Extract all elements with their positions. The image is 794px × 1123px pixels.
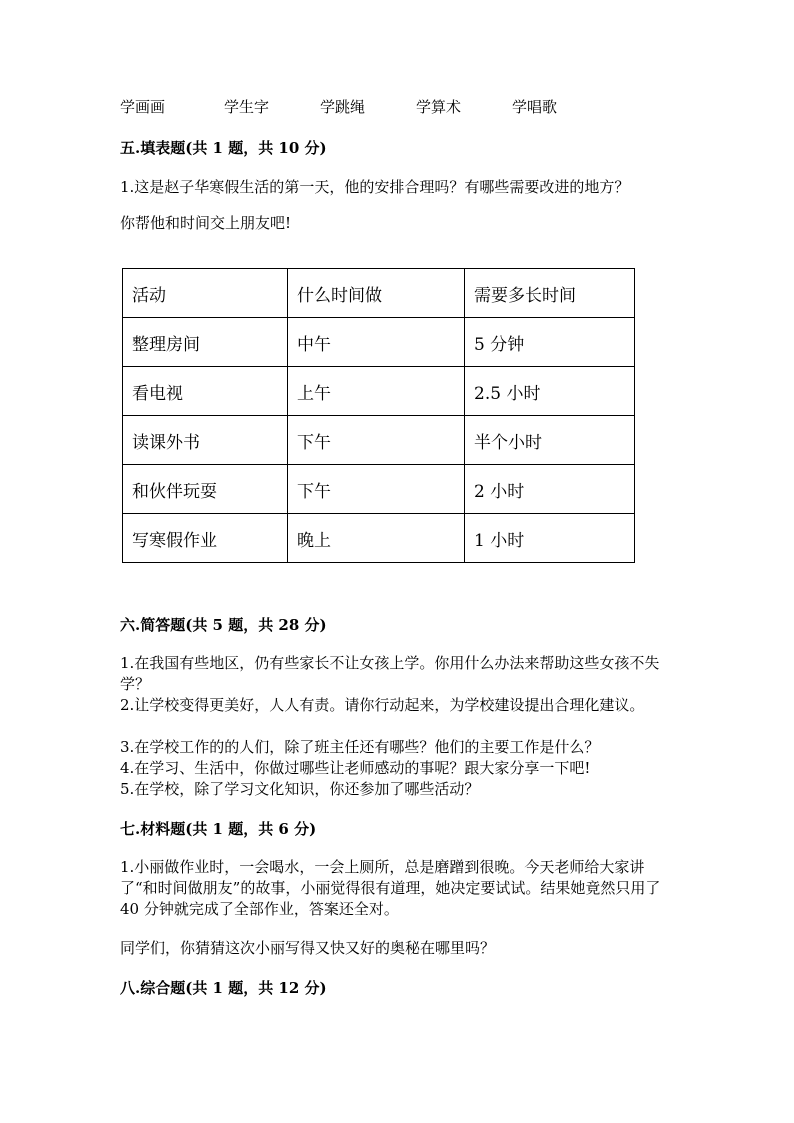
question-item-2: 2.让学校变得更美好，人人有责。请你行动起来，为学校建设提出合理化建议。 [120, 696, 645, 714]
section6-heading: 六.简答题(共 5 题，共 28 分) [120, 616, 327, 634]
table-cell: 整理房间 [123, 318, 288, 367]
table-cell: 看电视 [123, 367, 288, 416]
table-header-cell: 需要多长时间 [465, 269, 635, 318]
table-cell: 5 分钟 [465, 318, 635, 367]
table-row [123, 367, 635, 416]
section5-question-line1: 1.这是赵子华寒假生活的第一天，他的安排合理吗？有哪些需要改进的地方？ [120, 178, 630, 196]
table-header-cell: 什么时间做 [288, 269, 465, 318]
table-cell: 2 小时 [465, 465, 635, 514]
material-question: 同学们，你猜猜这次小丽写得又快又好的奥秘在哪里吗？ [120, 939, 496, 957]
table-cell: 下午 [288, 465, 465, 514]
table-cell: 半个小时 [465, 416, 635, 465]
table-row [123, 416, 635, 465]
question-item-1: 1.在我国有些地区，仍有些家长不让女孩上学。你用什么办法来帮助这些女孩不失学？ [120, 654, 660, 693]
option-jump-rope: 学跳绳 [320, 98, 366, 116]
option-singing: 学唱歌 [512, 98, 558, 116]
table-cell: 1 小时 [465, 514, 635, 563]
table-header-row [123, 269, 635, 318]
section8-heading: 八.综合题(共 1 题，共 12 分) [120, 979, 327, 997]
table-cell: 写寒假作业 [123, 514, 288, 563]
table-row [123, 465, 635, 514]
schedule-table [122, 268, 635, 563]
option-arithmetic: 学算术 [416, 98, 462, 116]
table-row [123, 514, 635, 563]
option-draw: 学画画 [120, 98, 166, 116]
table-row [123, 318, 635, 367]
question-item-5: 5.在学校，除了学习文化知识，你还参加了哪些活动？ [120, 780, 480, 798]
material-passage: 1.小丽做作业时，一会喝水，一会上厕所，总是磨蹭到很晚。今天老师给大家讲了“和时间做朋友”的故事，小丽觉得很有道理，她决定要试试。结果她竟然只用了 40 分钟就完成了全部作业，答案还全对。 [120, 858, 661, 918]
question-item-3: 3.在学校工作的的人们，除了班主任还有哪些？他们的主要工作是什么？ [120, 738, 600, 756]
table-cell: 和伙伴玩耍 [123, 465, 288, 514]
option-characters: 学生字 [224, 98, 270, 116]
table-cell: 中午 [288, 318, 465, 367]
section7-heading: 七.材料题(共 1 题，共 6 分) [120, 820, 317, 838]
table-cell: 上午 [288, 367, 465, 416]
table-header-cell: 活动 [123, 269, 288, 318]
section5-question-line2: 你帮他和时间交上朋友吧! [120, 214, 292, 232]
question-item-4: 4.在学习、生活中，你做过哪些让老师感动的事呢？跟大家分享一下吧! [120, 759, 591, 777]
table-cell: 晚上 [288, 514, 465, 563]
table-cell: 2.5 小时 [465, 367, 635, 416]
section5-heading: 五.填表题(共 1 题，共 10 分) [120, 139, 327, 157]
table-cell: 读课外书 [123, 416, 288, 465]
table-cell: 下午 [288, 416, 465, 465]
